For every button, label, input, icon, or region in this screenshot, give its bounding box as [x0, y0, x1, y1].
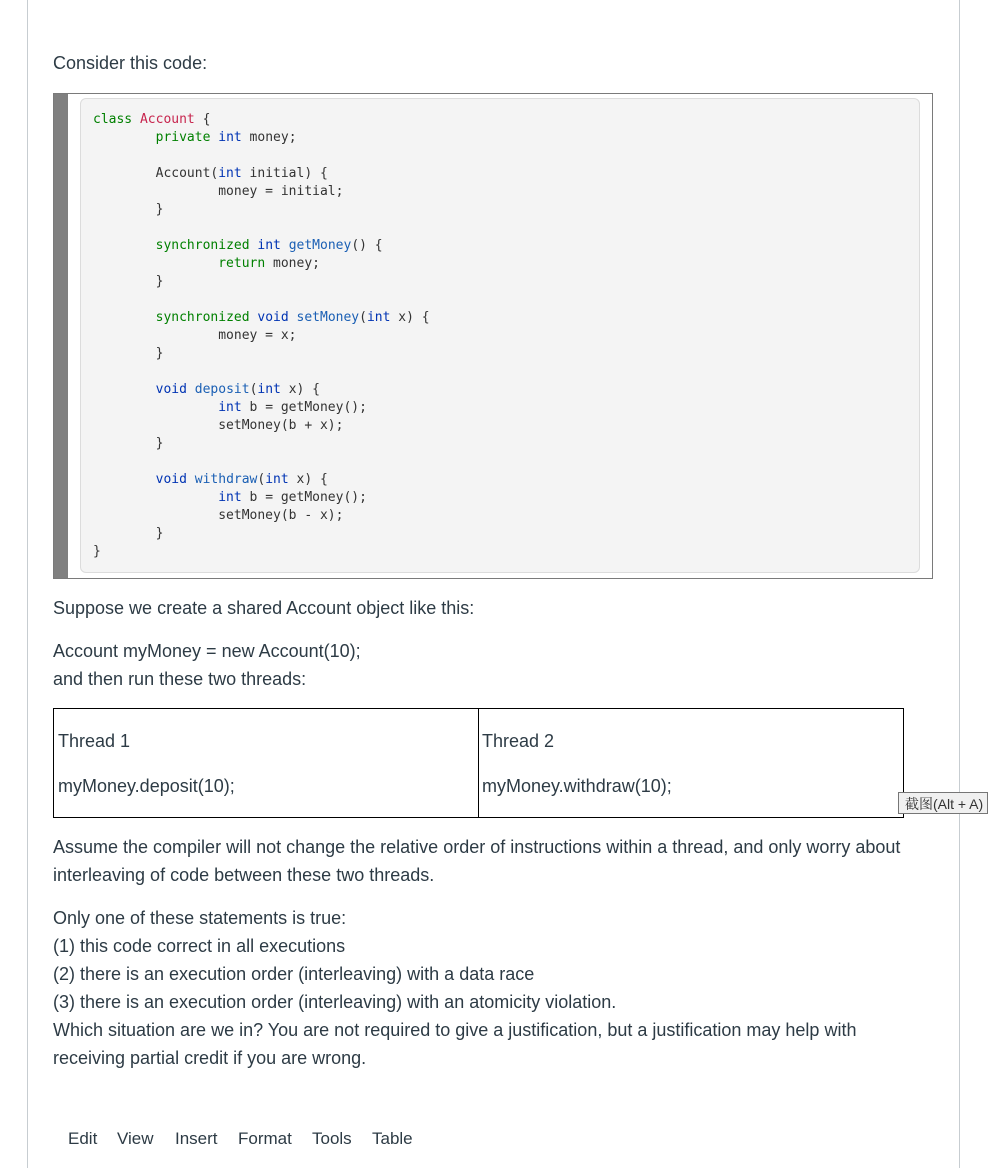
thread-1-header: Thread 1: [58, 731, 131, 751]
setup-text: Suppose we create a shared Account object like this:: [53, 598, 475, 618]
thread-2-header: Thread 2: [482, 731, 555, 751]
code-block: [53, 93, 933, 579]
code-line: }: [93, 274, 164, 289]
menu-insert[interactable]: Insert: [175, 1129, 218, 1148]
code-line: int b = getMoney();: [218, 490, 367, 505]
assume-text-line-2: interleaving of code between these two threads.: [53, 865, 435, 885]
code-line: synchronized void setMoney(int x) {: [155, 310, 430, 325]
code-line: return money;: [218, 256, 320, 271]
threads-text: and then run these two threads:: [53, 669, 307, 689]
code-line: void deposit(int x) {: [155, 382, 321, 397]
menu-edit[interactable]: Edit: [68, 1129, 98, 1148]
code-line: }: [93, 346, 164, 361]
question-intro: Consider this code:: [53, 53, 208, 73]
code-listing: [80, 98, 920, 573]
thread-2-cell: myMoney.withdraw(10);: [482, 776, 672, 796]
code-line: }: [93, 436, 164, 451]
code-line: }: [93, 526, 164, 541]
only-one-text: Only one of these statements is true:: [53, 908, 347, 928]
thread-1-cell: myMoney.deposit(10);: [58, 776, 235, 796]
code-line: class Account {: [93, 112, 211, 127]
code-line: }: [93, 202, 164, 217]
option-2-text: (2) there is an execution order (interleaving) with a data race: [53, 964, 535, 984]
which-text-line-2: receiving partial credit if you are wrong.: [53, 1048, 367, 1068]
create-account-text: Account myMoney = new Account(10);: [53, 641, 361, 661]
code-line: money = x;: [93, 328, 297, 343]
option-1-text: (1) this code correct in all executions: [53, 936, 346, 956]
code-line: setMoney(b + x);: [93, 418, 344, 433]
menu-table[interactable]: Table: [372, 1129, 413, 1148]
code-line: synchronized int getMoney() {: [155, 238, 383, 253]
menu-view[interactable]: View: [117, 1129, 154, 1148]
code-line: void withdraw(int x) {: [155, 472, 328, 487]
code-line: setMoney(b - x);: [93, 508, 344, 523]
code-line: private int money;: [155, 130, 297, 145]
code-block-bar: [54, 94, 68, 578]
which-text-line-1: Which situation are we in? You are not required to give a justification, but a justification may help with: [53, 1020, 857, 1040]
code-line: money = initial;: [93, 184, 344, 199]
screenshot-tooltip: 截图(Alt + A): [898, 792, 988, 814]
table-divider: [478, 709, 479, 817]
menu-tools[interactable]: Tools: [312, 1129, 352, 1148]
code-line: Account(int initial) {: [93, 166, 328, 181]
assume-text-line-1: Assume the compiler will not change the relative order of instructions within a thread, and only worry about: [53, 837, 901, 857]
option-3-text: (3) there is an execution order (interleaving) with an atomicity violation.: [53, 992, 617, 1012]
code-line: int b = getMoney();: [218, 400, 367, 415]
menu-format[interactable]: Format: [238, 1129, 292, 1148]
code-line: }: [93, 544, 101, 559]
thread-table: [53, 708, 904, 818]
